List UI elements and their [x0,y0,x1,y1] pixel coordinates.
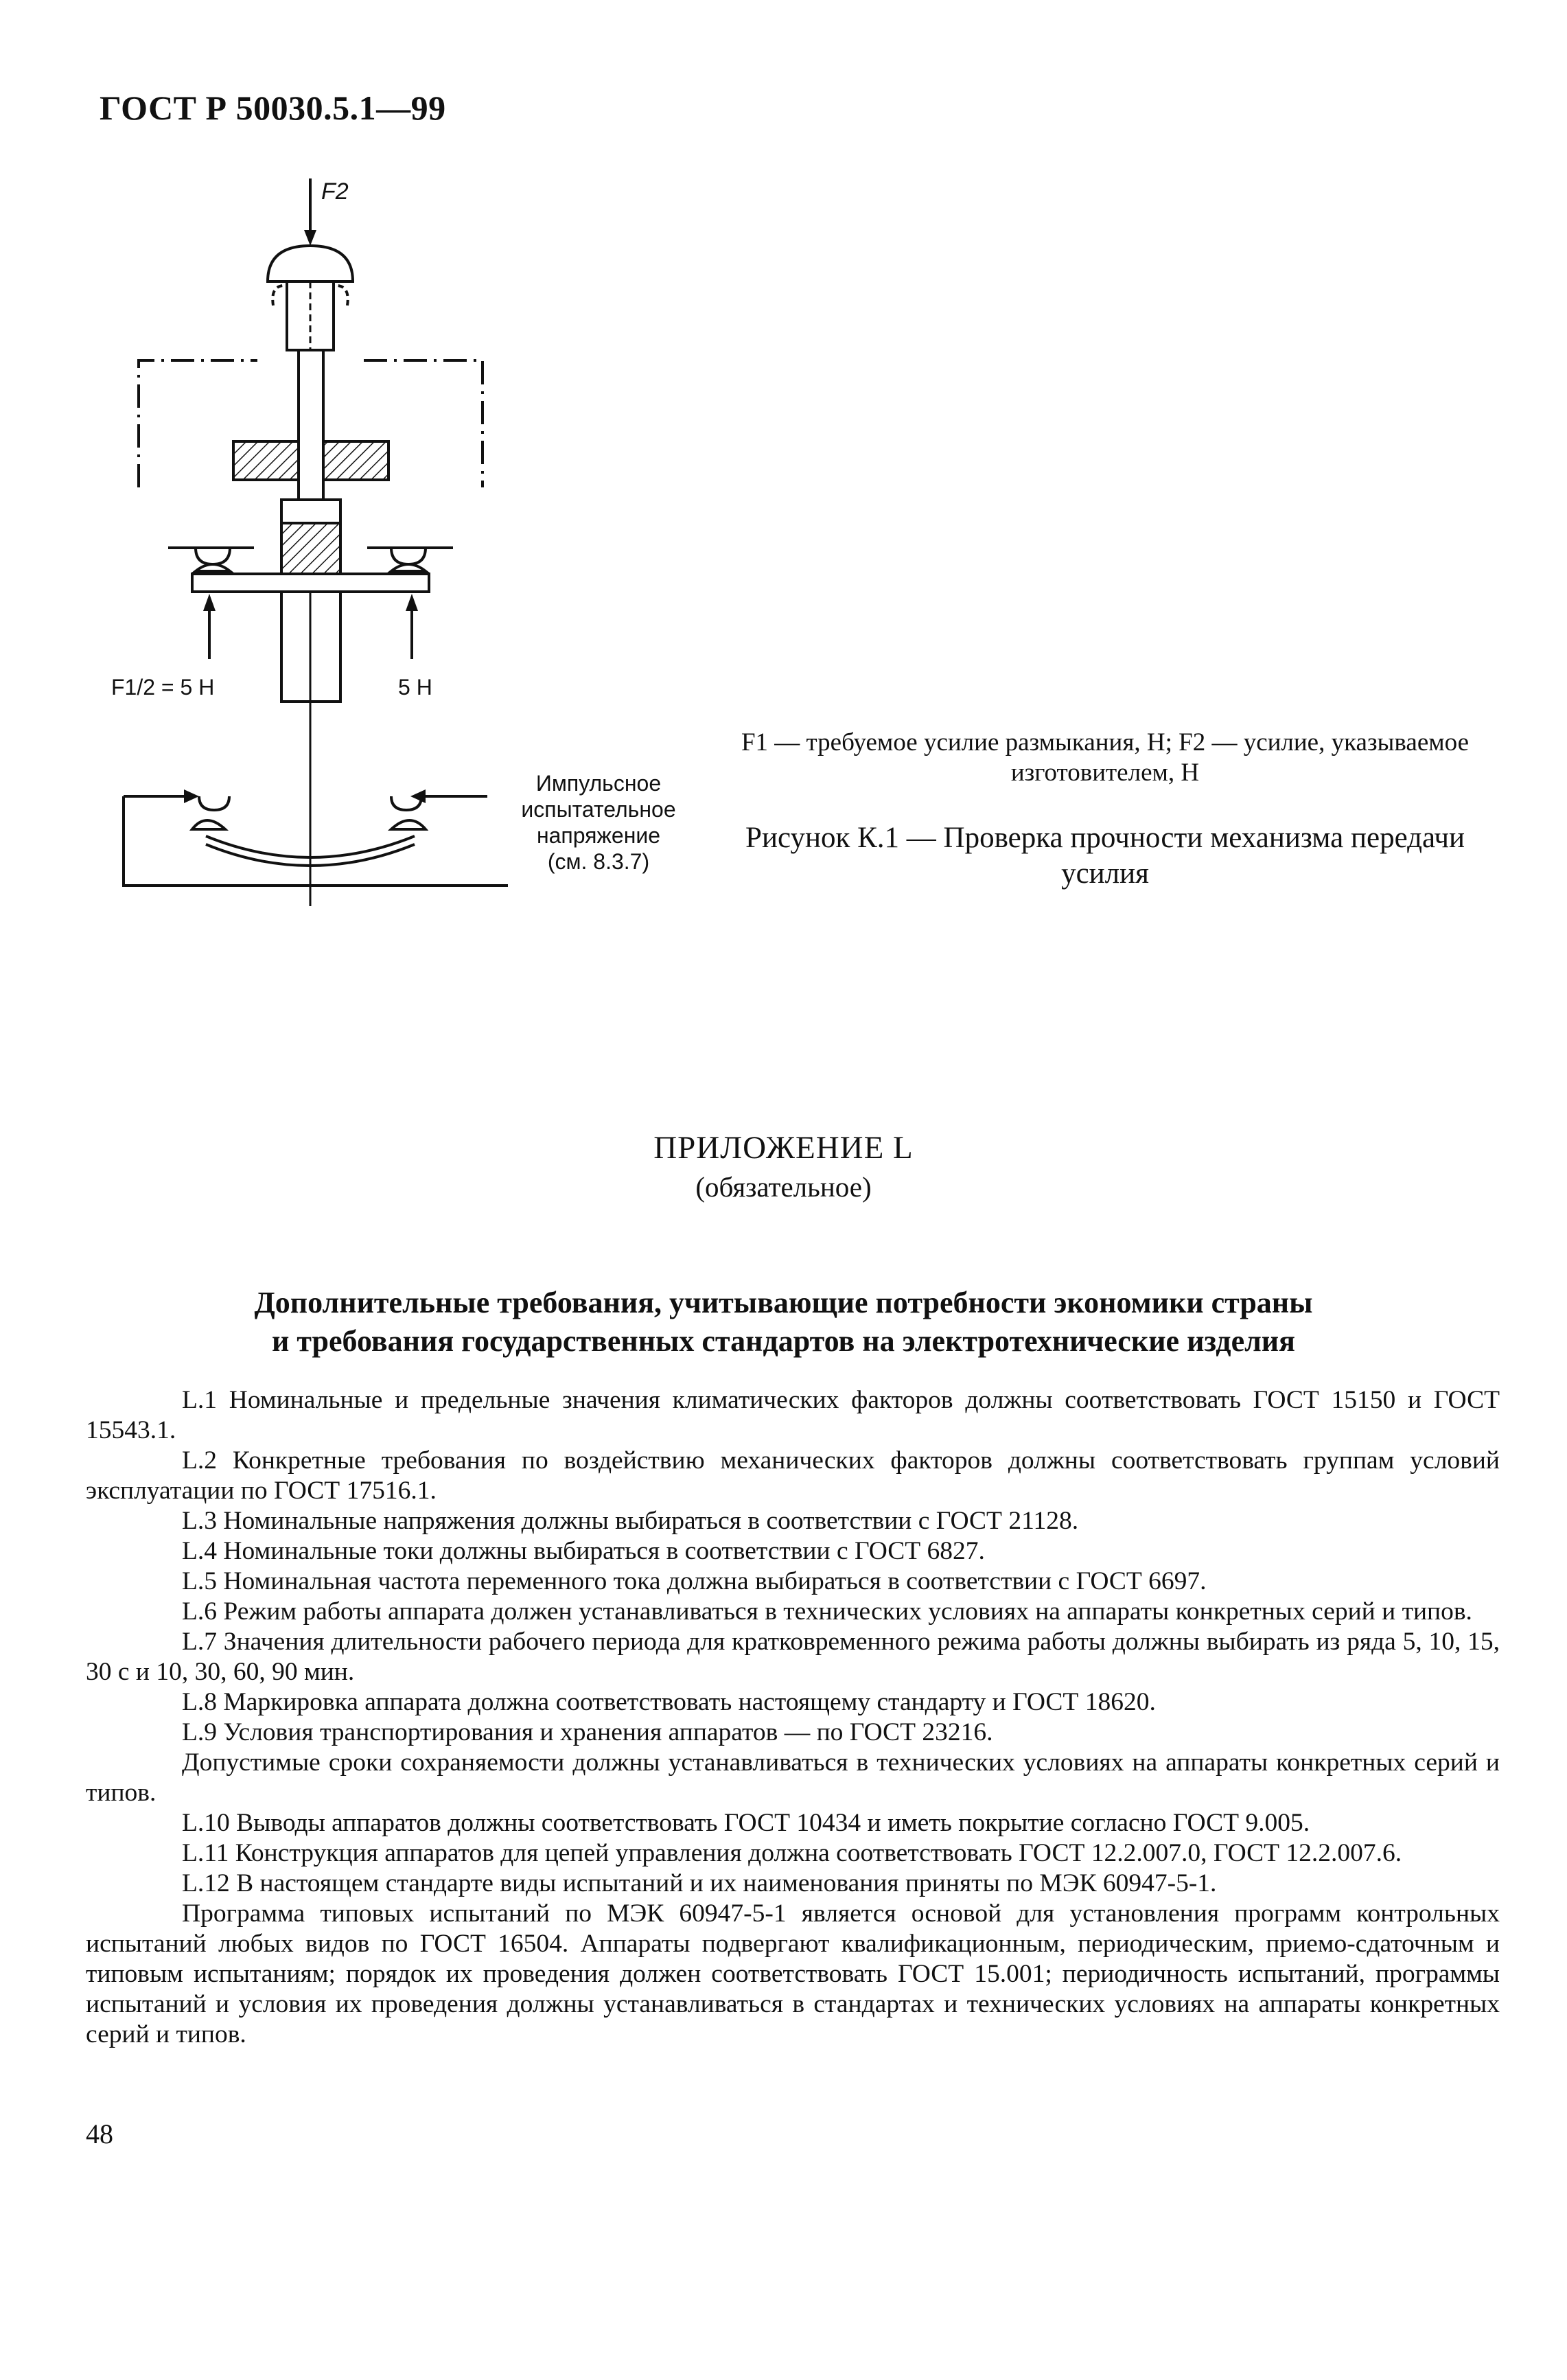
paragraph-l1: L.1 Номинальные и предельные значения климатических факторов должны соответствовать ГОСТ 15150 и ГОСТ 15543.1. [86,1386,1500,1444]
figure-caption: Рисунок К.1 — Проверка прочности механизма передачи усилия [745,822,1465,890]
paragraph-l6: L.6 Режим работы аппарата должен устанавливаться в технических условиях на аппараты конкретных серий и типов. [182,1597,1472,1626]
appendix-subtitle: (обязательное) [695,1171,872,1203]
label-f1-half: F1/2 = 5 H [111,675,215,700]
fixed-contact-left [196,548,230,564]
paragraph-storage: Допустимые сроки сохраняемости должны устанавливаться в технических условиях на аппараты конкретных серий и типов. [86,1748,1500,1807]
label-5h: 5 H [398,675,432,700]
paragraph-l3: L.3 Номинальные напряжения должны выбираться в соответствии с ГОСТ 21128. [182,1507,1079,1535]
paragraph-l5: L.5 Номинальная частота переменного тока должна выбираться в соответствии с ГОСТ 6697. [182,1567,1207,1595]
impulse-label-line2: испытательное [521,797,676,822]
paragraph-l2: L.2 Конкретные требования по воздействию механических факторов должны соответствовать группам условий эксплуатации по ГОСТ 17516.1. [86,1446,1500,1505]
lower-frame [124,796,508,886]
paragraph-l9: L.9 Условия транспортирования и хранения аппаратов — по ГОСТ 23216. [182,1718,993,1746]
fixed-contact-right [391,548,426,564]
label-f2: F2 [321,178,349,205]
paragraph-l7: L.7 Значения длительности рабочего периода для кратковременного режима работы должны выбирать из ряда 5, 10, 15, 30 с и 10, 30, 60, 90 мин. [86,1628,1500,1686]
document-header-code: ГОСТ Р 50030.5.1—99 [100,89,446,127]
impulse-label-line4: (см. 8.3.7) [547,849,650,874]
appendix-heading-line1: Дополнительные требования, учитывающие потребности экономики страны [254,1286,1313,1319]
appendix-title: ПРИЛОЖЕНИЕ L [653,1130,914,1166]
appendix-heading [137,1284,1430,1361]
lower-contact-left [199,796,229,810]
appendix-body [86,1385,1500,2050]
impulse-label-line1: Импульсное [535,771,662,796]
paragraph-l8: L.8 Маркировка аппарата должна соответствовать настоящему стандарту и ГОСТ 18620. [182,1688,1156,1716]
appendix-heading-line2: и требования государственных стандартов на электротехнические изделия [272,1324,1295,1358]
impulse-label-line3: напряжение [536,823,661,848]
figure-legend: F1 — требуемое усилие размыкания, Н; F2 — усилие, указываемое изготовителем, Н [741,728,1470,787]
push-button-cap [268,246,353,281]
guide-block-right [323,441,388,480]
contact-bridge [192,574,429,592]
enclosure-outline [139,360,483,487]
paragraph-l11: L.11 Конструкция аппаратов для цепей управления должна соответствовать ГОСТ 12.2.007.0, ГОСТ 12.2.007.6. [182,1839,1402,1867]
guide-block-left [233,441,299,480]
paragraph-test-program: Программа типовых испытаний по МЭК 60947-5-1 является основой для установления программ контрольных испытаний любых видов по ГОСТ 16504. Аппараты подвергают квалификационным, периодическим, приемо-сдаточным и типовым испытаниям; порядок их проведения должен соответствовать ГОСТ 15.001; периодичность испытаний, программы испытаний и условия их проведения должны устанавливаться в стандартах и технических условиях на аппараты конкретных серий и типов. [86,1899,1500,2048]
paragraph-l4: L.4 Номинальные токи должны выбираться в соответствии с ГОСТ 6827. [182,1537,985,1565]
actuator-rod [299,350,323,500]
paragraph-l12: L.12 В настоящем стандарте виды испытаний и их наименования приняты по МЭК 60947-5-1. [182,1869,1217,1897]
paragraph-l10: L.10 Выводы аппаратов должны соответствовать ГОСТ 10434 и иметь покрытие согласно ГОСТ 9.005. [182,1809,1310,1837]
page-number: 48 [86,2118,113,2149]
figure-k1-diagram [103,165,721,920]
f2-arrow-head [304,230,316,246]
